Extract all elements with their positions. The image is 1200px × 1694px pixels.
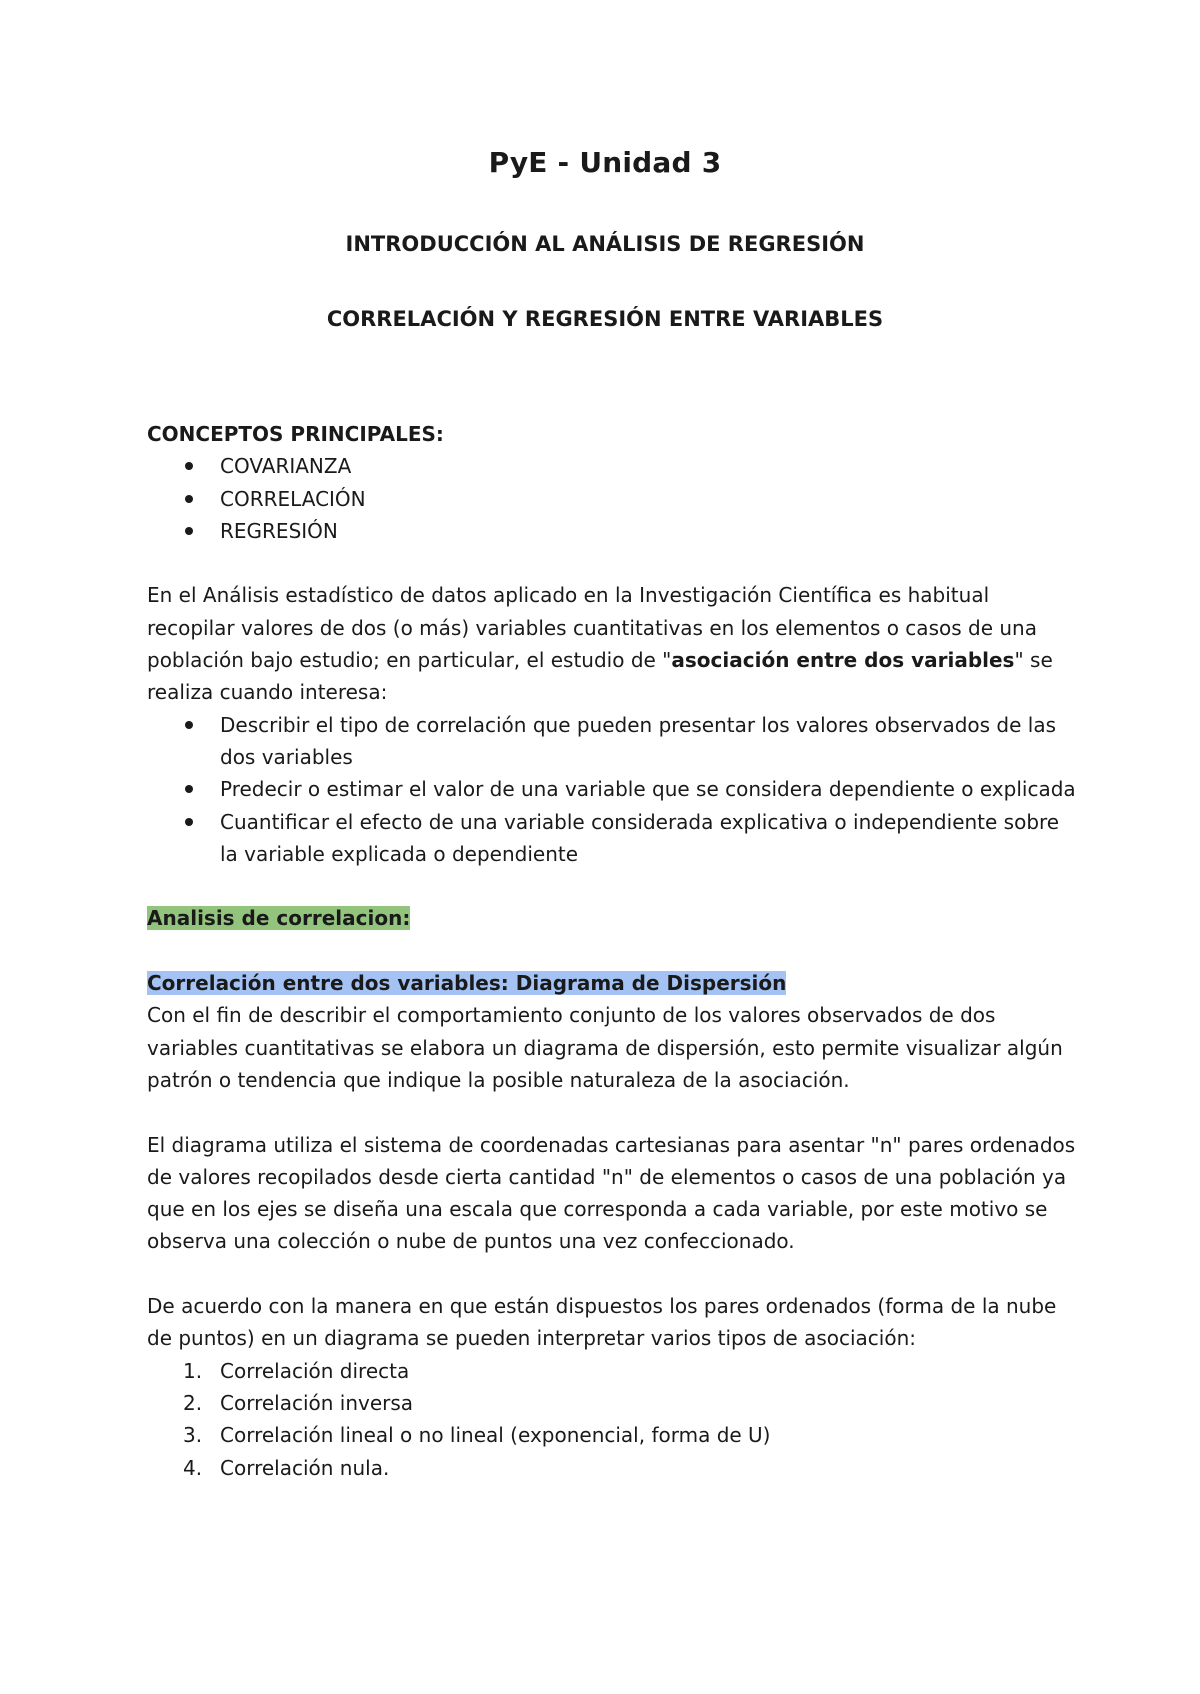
analysis-heading-line (147, 902, 1077, 934)
scatter-paragraph-2: El diagrama utiliza el sistema de coordenadas cartesianas para asentar "n" pares ordenados de valores recopilados desde cierta cantidad "n" de elementos o casos de una población ya que en los ejes se diseña una escala que corresponda a cada variable, por este motivo se observa una colección o nube de puntos una vez confeccionado. (147, 1132, 1076, 1254)
scatter-heading-line (147, 967, 1077, 999)
list-text: Correlación inversa (220, 1390, 414, 1415)
list-text: Correlación nula. (220, 1455, 390, 1480)
association-types-list (147, 1355, 1077, 1484)
intro-bold-phrase: asociación entre dos variables (671, 648, 1015, 673)
intro-paragraph (147, 579, 1077, 708)
list-item: Describir el tipo de correlación que pueden presentar los valores observados de las dos variables (220, 709, 1077, 774)
list-item: Predecir o estimar el valor de una variable que se considera dependiente o explicada (220, 773, 1077, 805)
section-title-regression: INTRODUCCIÓN AL ANÁLISIS DE REGRESIÓN (345, 232, 865, 256)
document-body (147, 418, 1077, 1484)
list-item (183, 1355, 1077, 1387)
section-title-correlation: CORRELACIÓN Y REGRESIÓN ENTRE VARIABLES (326, 307, 884, 331)
concepts-list (147, 450, 1077, 547)
list-text: Correlación directa (220, 1358, 410, 1383)
list-item: Cuantificar el efecto de una variable considerada explicativa o independiente sobre la variable explicada o dependiente (220, 806, 1077, 871)
document-title: PyE - Unidad 3 (488, 146, 722, 179)
list-number: 1. (183, 1358, 203, 1383)
list-item: COVARIANZA (220, 450, 1077, 482)
concepts-heading: CONCEPTOS PRINCIPALES: (147, 422, 444, 446)
intro-bullet-list (147, 709, 1077, 870)
analysis-heading: Analisis de correlacion: (147, 906, 411, 931)
list-item: REGRESIÓN (220, 515, 1077, 547)
list-number: 2. (183, 1390, 203, 1415)
list-item (183, 1387, 1077, 1419)
intro-text-before: En el Análisis estadístico de datos aplicado en la Investigación Científica es habitual recopilar valores de dos (o más) variables cuantitativas en los elementos o casos de una población bajo estudio; en particular, el estudio de " (147, 583, 1037, 673)
list-item (183, 1452, 1077, 1484)
scatter-paragraph-1: Con el fin de describir el comportamiento conjunto de los valores observados de dos variables cuantitativas se elabora un diagrama de dispersión, esto permite visualizar algún patrón o tendencia que indique la posible naturaleza de la asociación. (147, 1003, 1063, 1092)
scatter-heading: Correlación entre dos variables: Diagrama de Dispersión (147, 971, 787, 996)
list-item: CORRELACIÓN (220, 483, 1077, 515)
list-item (183, 1419, 1077, 1451)
list-number: 3. (183, 1423, 203, 1448)
scatter-paragraph-3: De acuerdo con la manera en que están dispuestos los pares ordenados (forma de la nube de puntos) en un diagrama se pueden interpretar varios tipos de asociación: (147, 1294, 1057, 1351)
list-number: 4. (183, 1455, 203, 1480)
list-text: Correlación lineal o no lineal (exponencial, forma de U) (220, 1423, 771, 1448)
intro-text-after: " se realiza cuando interesa: (147, 648, 1053, 705)
